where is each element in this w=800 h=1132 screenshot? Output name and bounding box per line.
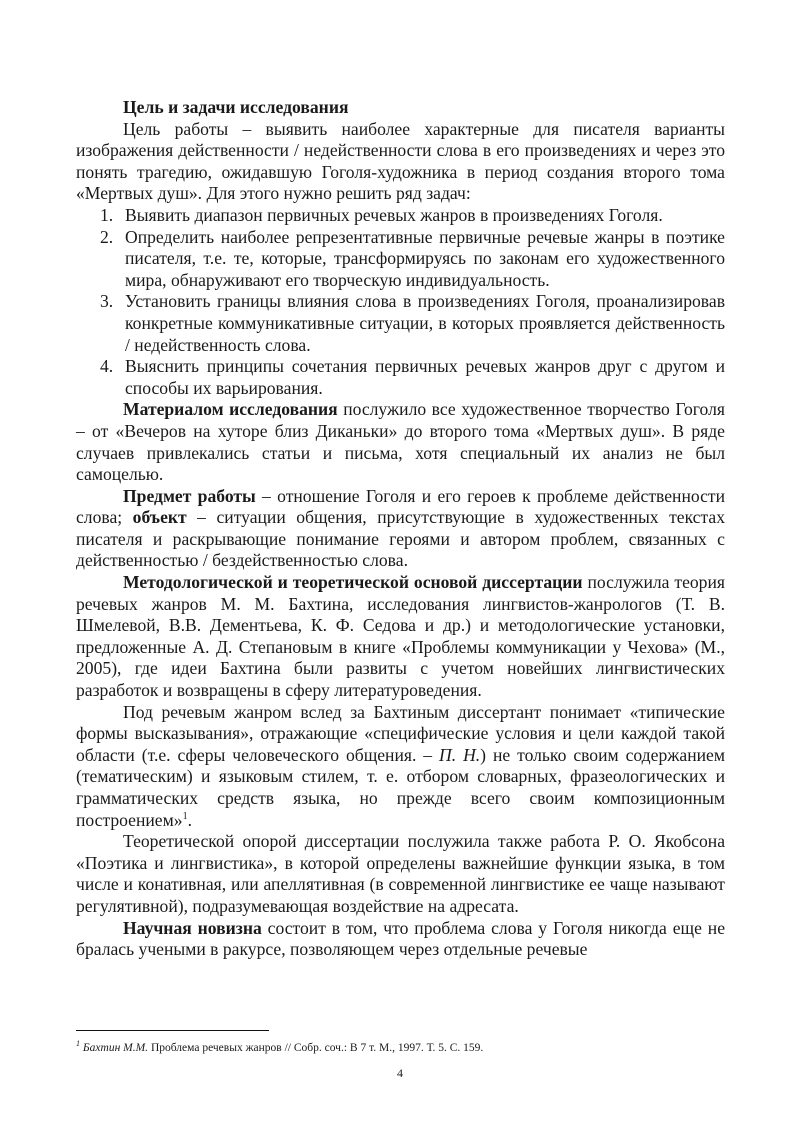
section-heading: Цель и задачи исследования <box>123 97 349 117</box>
list-item <box>76 356 725 399</box>
material-text: послужило все художественное творчество Гоголя – от «Вечеров на хуторе близ Диканьки» до второго тома «Мертвых душ». В ряде случаев привлекались статьи и письма, хотя специальный их анализ не был самоцелью. <box>76 399 725 485</box>
footnote-divider <box>76 1030 269 1031</box>
object-text: – ситуации общения, присутствующие в художественных текстах писателя и раскрывающие понимание героями и автором проблем, связанных с действенностью / бездейственностью слова. <box>76 507 725 571</box>
methodology-paragraph <box>76 572 725 702</box>
list-item-text: Выявить диапазон первичных речевых жанров в произведениях Гоголя. <box>125 204 663 225</box>
speech-genre-text-1: Под речевым жанром вслед за Бахтиным диссертант понимает «типические формы высказывания», отражающие «специфические условия и цели каждой такой области (т.е. сферы человеческого общения. – <box>76 701 725 765</box>
subject-label: Предмет работы <box>123 485 256 506</box>
methodology-text: послужила теория речевых жанров М. М. Бахтина, исследования лингвистов-жанрологов (Т. В. Шмелевой, В.В. Дементьева, К. Ф. Седова и др.) и методологические установки, предложенные А. Д. Степановым в книге «Проблемы коммуникации у Чехова» (М., 2005), где идеи Бахтина были развиты с учетом новейших лингвистических разработок и возвращены в сферу литературоведения. <box>76 572 725 701</box>
list-item-text: Определить наиболее репрезентативные первичные речевые жанры в поэтике писателя, т.е. те, которые, трансформируясь по законам его художественного мира, обнаруживают его творческую индивидуальность. <box>125 226 725 290</box>
footnote-author: Бахтин М.М. <box>82 1042 149 1054</box>
novelty-text: состоит в том, что проблема слова у Гоголя никогда еще не бралась учеными в ракурсе, позволяющем через отдельные речевые <box>76 917 725 960</box>
footnote-text: Проблема речевых жанров // Собр. соч.: В 7 т. М., 1997. Т. 5. С. 159. <box>148 1042 484 1054</box>
list-item-number: 1. <box>100 204 114 225</box>
list-item <box>76 227 725 292</box>
intro-paragraph: Цель работы – выявить наиболее характерные для писателя варианты изображения действенности / недейственности слова в его произведениях и через это понять трагедию, ожидавшую Гоголя-художника в период создания второго тома «Мертвых душ». Для этого нужно решить ряд задач: <box>76 118 725 204</box>
theory-paragraph: Теоретической опорой диссертации послужила также работа Р. О. Якобсона «Поэтика и лингвистика», в которой определены важнейшие функции языка, в том числе и конативная, или апеллятивная (в современной лингвистике ее чаще называют регулятивной), подразумевающая воздействие на адресата. <box>76 831 725 916</box>
footnote <box>76 1041 725 1055</box>
novelty-label: Научная новизна <box>123 917 262 938</box>
list-item-text: Выяснить принципы сочетания первичных речевых жанров друг с другом и способы их варьирования. <box>125 356 725 398</box>
list-item <box>76 205 725 227</box>
novelty-paragraph <box>76 918 725 961</box>
list-item-number: 3. <box>100 291 114 312</box>
list-item <box>76 291 725 356</box>
page-number: 4 <box>397 1066 403 1080</box>
subject-paragraph <box>76 486 725 572</box>
methodology-label: Методологической и теоретической основой диссертации <box>123 572 583 593</box>
list-item-number: 4. <box>100 356 114 377</box>
speech-genre-text-3: . <box>187 809 192 830</box>
material-label: Материалом исследования <box>123 399 338 420</box>
speech-genre-initials: П. Н. <box>439 744 481 765</box>
footnote-reference[interactable]: 1 <box>182 810 188 822</box>
speech-genre-text-2: ) не только своим содержанием (тематическим) и языковым стилем, т. е. отбором словарных, фразеологических и грамматических средств языка, но прежде всего своим композиционным построением» <box>76 744 725 830</box>
footnote-mark: 1 <box>76 1039 80 1049</box>
tasks-list <box>76 205 725 399</box>
subject-text: – отношение Гоголя и его героев к проблеме действенности слова; <box>76 485 726 528</box>
list-item-number: 2. <box>100 226 114 247</box>
object-label: объект <box>132 507 187 528</box>
body-text <box>76 97 725 961</box>
material-paragraph <box>76 399 725 485</box>
speech-genre-paragraph <box>76 702 725 832</box>
list-item-text: Установить границы влияния слова в произведениях Гоголя, проанализировав конкретные коммуникативные ситуации, в которых проявляется действенность / недейственность слова. <box>125 291 725 355</box>
